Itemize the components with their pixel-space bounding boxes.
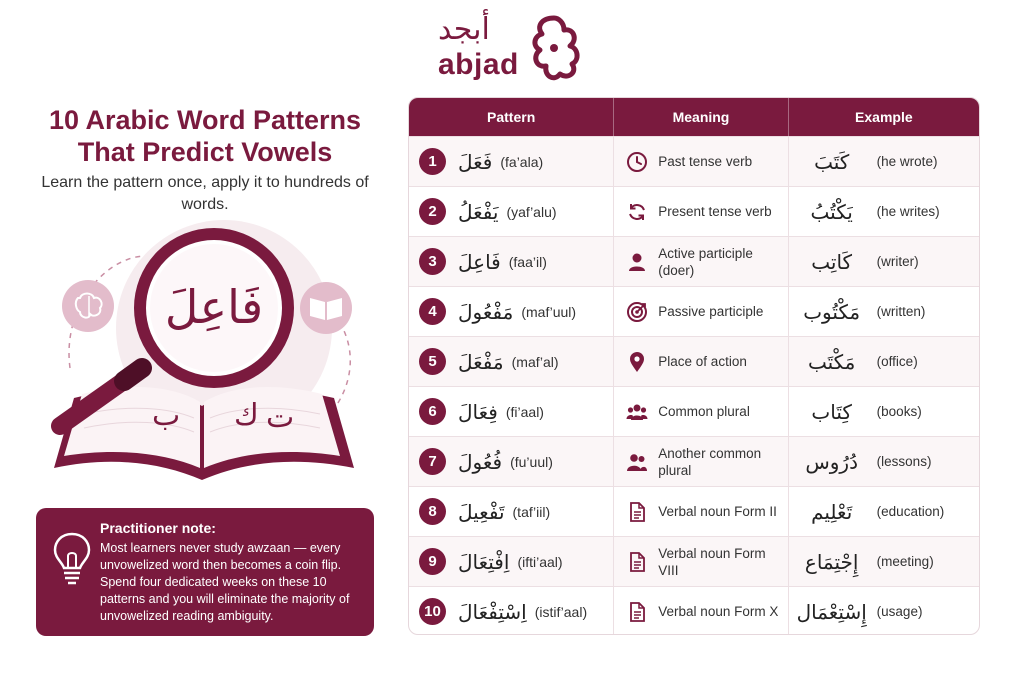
table-row — [409, 436, 979, 486]
logo-arabic: أبجد — [438, 12, 490, 47]
meaning-text: Active participle (doer) — [658, 245, 753, 278]
pattern-arabic: فَاعِلَ — [458, 249, 501, 274]
example-translation: (education) — [876, 504, 945, 519]
pattern-arabic: اِفْتِعَالَ — [458, 549, 510, 574]
example-arabic: تَعْلِيم — [811, 499, 853, 524]
example-arabic: مَكْتَب — [807, 349, 856, 374]
pattern-arabic: مَفْعَلَ — [458, 349, 504, 374]
book-letter: ت — [266, 400, 295, 435]
pattern-arabic: فُعُولَ — [458, 449, 503, 474]
meaning-cell — [614, 587, 788, 635]
table-body — [409, 136, 979, 635]
pattern-transliteration: (taf’iil) — [512, 503, 551, 520]
meaning-text: Another common plural — [658, 445, 762, 478]
pattern-cell — [409, 387, 614, 436]
meaning-text: Common plural — [658, 404, 750, 419]
example-arabic: يَكْتُبُ — [810, 199, 853, 224]
brain-icon — [62, 280, 114, 332]
book-letter: ب — [152, 398, 181, 433]
meaning-cell — [614, 137, 788, 186]
note-body: Most learners never study awzaan — every unvowelized word then becomes a coin flip. Spend four dedicated weeks on these 10 patterns and you will eliminate the majority of unvowelized reading ambiguity. — [100, 541, 350, 623]
row-number-badge: 5 — [419, 348, 446, 375]
example-cell — [789, 287, 979, 336]
example-arabic: مَكْتُوب — [803, 299, 861, 324]
example-cell — [789, 337, 979, 386]
book-letter: ك — [234, 398, 259, 433]
table-row — [409, 186, 979, 236]
meaning-cell — [614, 487, 788, 536]
header-pattern: Pattern — [409, 98, 614, 136]
table-row — [409, 286, 979, 336]
example-translation: (writer) — [876, 254, 919, 269]
lightbulb-icon — [50, 530, 94, 586]
meaning-cell — [614, 287, 788, 336]
refresh-icon — [626, 201, 648, 223]
pattern-transliteration: (fi’aal) — [505, 403, 544, 420]
row-number-badge: 3 — [419, 248, 446, 275]
pattern-cell — [409, 437, 614, 486]
table-row — [409, 586, 979, 635]
meaning-text: Past tense verb — [658, 154, 753, 169]
people-icon — [626, 451, 648, 473]
document-icon — [626, 501, 648, 523]
pattern-arabic: اِسْتِفْعَالَ — [458, 599, 527, 624]
table-row — [409, 536, 979, 586]
document-icon — [626, 601, 648, 623]
person-icon — [626, 251, 648, 273]
logo-latin: abjad — [438, 48, 519, 81]
example-cell — [789, 387, 979, 436]
logo-mark-icon — [528, 14, 580, 84]
row-number-badge: 7 — [419, 448, 446, 475]
table-row — [409, 336, 979, 386]
row-number-badge: 2 — [419, 198, 446, 225]
example-arabic: كَاتِب — [811, 249, 853, 274]
example-cell — [789, 237, 979, 286]
example-translation: (usage) — [876, 604, 923, 619]
pattern-arabic: فِعَالَ — [458, 399, 498, 424]
brand-logo — [432, 8, 582, 88]
pattern-cell — [409, 287, 614, 336]
target-icon — [626, 301, 648, 323]
example-arabic: كَتَبَ — [814, 149, 850, 174]
pattern-transliteration: (yaf’alu) — [506, 203, 557, 220]
page-title: 10 Arabic Word Patterns That Predict Vowels — [48, 105, 362, 167]
example-cell — [789, 437, 979, 486]
magnifier-book-illustration — [34, 218, 374, 498]
pattern-cell — [409, 537, 614, 586]
example-cell — [789, 487, 979, 536]
example-cell — [789, 187, 979, 236]
page-subtitle: Learn the pattern once, apply it to hundreds of words. — [41, 174, 369, 213]
meaning-text: Place of action — [658, 354, 747, 369]
table-row — [409, 486, 979, 536]
meaning-text: Verbal noun Form X — [658, 604, 779, 619]
open-book-icon — [300, 282, 352, 334]
illustration-art — [34, 218, 374, 498]
header-example: Example — [855, 109, 913, 125]
pattern-transliteration: (ifti’aal) — [517, 553, 563, 570]
example-translation: (he writes) — [876, 204, 940, 219]
example-cell — [789, 137, 979, 186]
pattern-cell — [409, 587, 614, 635]
pattern-arabic: فَعَلَ — [458, 149, 493, 174]
document-icon — [626, 551, 648, 573]
pattern-cell — [409, 137, 614, 186]
example-translation: (office) — [876, 354, 918, 369]
example-arabic: إِسْتِعْمَال — [796, 599, 867, 624]
table-row — [409, 136, 979, 186]
note-title: Practitioner note: — [100, 520, 216, 536]
meaning-text: Present tense verb — [658, 204, 772, 219]
row-number-badge: 9 — [419, 548, 446, 575]
location-pin-icon — [626, 351, 648, 373]
example-cell — [789, 587, 979, 635]
example-cell — [789, 537, 979, 586]
pattern-cell — [409, 187, 614, 236]
example-translation: (lessons) — [876, 454, 932, 469]
pattern-arabic: تَفْعِيلَ — [458, 499, 505, 524]
meaning-text: Verbal noun Form II — [658, 504, 777, 519]
example-arabic: إِجْتِمَاع — [804, 549, 859, 574]
row-number-badge: 10 — [419, 598, 446, 625]
header-meaning: Meaning — [614, 98, 788, 136]
row-number-badge: 1 — [419, 148, 446, 175]
pattern-transliteration: (fu’uul) — [510, 453, 553, 470]
meaning-cell — [614, 337, 788, 386]
example-arabic: دُرُوس — [805, 449, 858, 474]
example-arabic: كِتَاب — [811, 399, 852, 424]
example-translation: (he wrote) — [876, 154, 938, 169]
example-translation: (written) — [876, 304, 926, 319]
row-number-badge: 4 — [419, 298, 446, 325]
meaning-cell — [614, 187, 788, 236]
meaning-text: Verbal noun Form VIII — [658, 545, 766, 578]
pattern-cell — [409, 337, 614, 386]
magnified-word: فَاعِلَ — [164, 280, 264, 334]
meaning-cell — [614, 437, 788, 486]
pattern-arabic: مَفْعُولَ — [458, 299, 514, 324]
meaning-cell — [614, 387, 788, 436]
pattern-cell — [409, 237, 614, 286]
practitioner-note — [36, 508, 374, 636]
pattern-transliteration: (istif’aal) — [534, 603, 588, 620]
patterns-table — [408, 97, 980, 635]
meaning-cell — [614, 537, 788, 586]
table-header — [409, 98, 979, 136]
clock-icon — [626, 151, 648, 173]
table-row — [409, 236, 979, 286]
table-row — [409, 386, 979, 436]
example-translation: (meeting) — [876, 554, 934, 569]
row-number-badge: 6 — [419, 398, 446, 425]
pattern-transliteration: (maf’al) — [511, 353, 559, 370]
row-number-badge: 8 — [419, 498, 446, 525]
pattern-cell — [409, 487, 614, 536]
meaning-text: Passive participle — [658, 304, 764, 319]
example-translation: (books) — [876, 404, 922, 419]
meaning-cell — [614, 237, 788, 286]
group-icon — [626, 401, 648, 423]
pattern-transliteration: (fa’ala) — [500, 153, 544, 170]
pattern-arabic: يَفْعَلُ — [458, 199, 499, 224]
pattern-transliteration: (maf’uul) — [521, 303, 577, 320]
pattern-transliteration: (faa’il) — [508, 253, 547, 270]
